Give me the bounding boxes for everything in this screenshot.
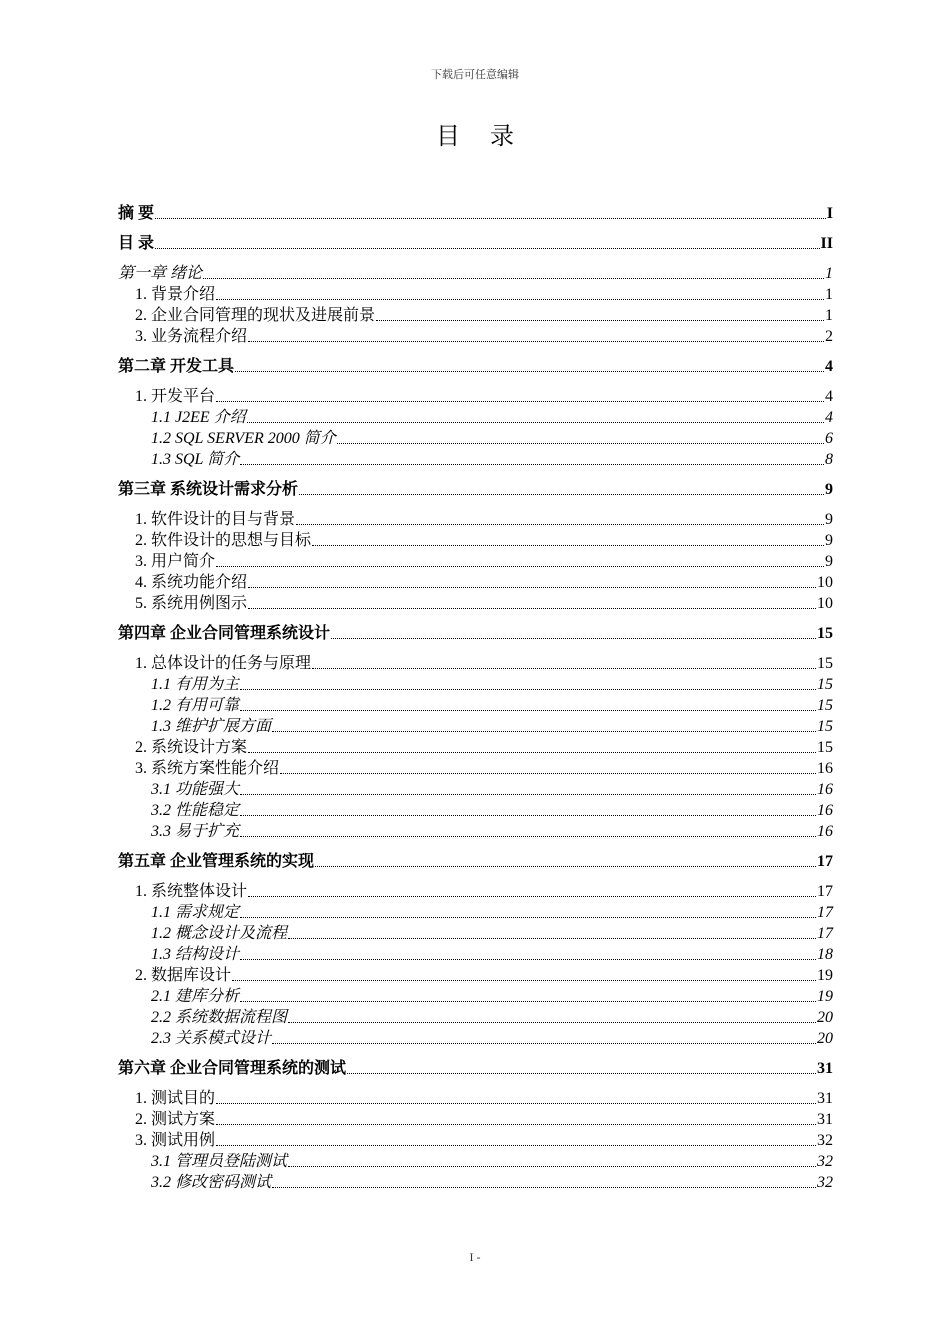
- toc-entry-page: 16: [817, 802, 833, 819]
- toc-dot-leader: [312, 668, 816, 669]
- toc-entry-page: 19: [817, 967, 833, 984]
- toc-subsection-entry[interactable]: [118, 449, 833, 470]
- toc-dot-leader: [288, 1166, 816, 1167]
- toc-entry-label: 2.3 关系模式设计: [151, 1030, 272, 1047]
- toc-subsection-entry[interactable]: [118, 1028, 833, 1049]
- toc-section-entry[interactable]: [118, 593, 833, 614]
- toc-dot-leader: [248, 341, 824, 342]
- toc-entry-label: 1. 总体设计的任务与原理: [135, 655, 312, 672]
- toc-entry-page: I: [826, 205, 833, 222]
- toc-entry-label: 2. 软件设计的思想与目标: [135, 532, 312, 549]
- toc-entry-page: 20: [817, 1030, 833, 1047]
- toc-entry-label: 1.1 J2EE 介绍: [151, 409, 246, 426]
- toc-dot-leader: [216, 1103, 816, 1104]
- toc-entry-label: 2. 数据库设计: [135, 967, 232, 984]
- toc-dot-leader: [155, 218, 826, 219]
- toc-entry-page: 15: [817, 718, 833, 735]
- toc-entry-page: 4: [825, 388, 833, 405]
- toc-dot-leader: [312, 545, 824, 546]
- toc-entry-page: 4: [825, 358, 833, 375]
- toc-section-entry[interactable]: [118, 881, 833, 902]
- toc-entry-page: 31: [817, 1090, 833, 1107]
- page-header: 下载后可任意编辑: [431, 69, 519, 81]
- toc-entry-label: 2. 测试方案: [135, 1111, 216, 1128]
- toc-section-entry[interactable]: [118, 305, 833, 326]
- toc-entry-label: 1.1 有用为主: [151, 676, 240, 693]
- toc-section-entry[interactable]: [118, 965, 833, 986]
- toc-section-entry[interactable]: [118, 572, 833, 593]
- toc-dot-leader: [248, 608, 816, 609]
- toc-chapter-entry[interactable]: [118, 479, 833, 500]
- toc-chapter-entry[interactable]: [118, 203, 833, 224]
- toc-entry-label: 1.3 维护扩展方面: [151, 718, 272, 735]
- toc-section-entry[interactable]: [118, 653, 833, 674]
- toc-entry-page: 20: [817, 1009, 833, 1026]
- toc-dot-leader: [216, 566, 824, 567]
- toc-dot-leader: [272, 1187, 816, 1188]
- toc-subsection-entry[interactable]: [118, 674, 833, 695]
- toc-entry-page: 9: [825, 532, 833, 549]
- toc-dot-leader: [240, 794, 816, 795]
- page-title: 目录: [436, 124, 544, 150]
- toc-dot-leader: [240, 689, 816, 690]
- toc-entry-page: 17: [817, 853, 833, 870]
- toc-section-entry[interactable]: [118, 551, 833, 572]
- toc-entry-label: 3. 业务流程介绍: [135, 328, 248, 345]
- toc-section-entry[interactable]: [118, 737, 833, 758]
- toc-chapter-entry[interactable]: [118, 851, 833, 872]
- toc-chapter-entry[interactable]: [118, 263, 833, 284]
- toc-entry-page: 16: [817, 823, 833, 840]
- toc-dot-leader: [216, 1124, 816, 1125]
- toc-subsection-entry[interactable]: [118, 902, 833, 923]
- toc-subsection-entry[interactable]: [118, 944, 833, 965]
- toc-entry-page: 15: [817, 697, 833, 714]
- toc-entry-label: 2.1 建库分析: [151, 988, 240, 1005]
- toc-entry-label: 第三章 系统设计需求分析: [118, 481, 299, 498]
- toc-entry-page: 15: [817, 739, 833, 756]
- toc-entry-label: 第六章 企业合同管理系统的测试: [118, 1060, 347, 1077]
- toc-chapter-entry[interactable]: [118, 356, 833, 377]
- toc-entry-label: 2. 企业合同管理的现状及进展前景: [135, 307, 376, 324]
- toc-entry-label: 第四章 企业合同管理系统设计: [118, 625, 331, 642]
- toc-subsection-entry[interactable]: [118, 923, 833, 944]
- toc-entry-label: 1.2 SQL SERVER 2000 简介: [151, 430, 336, 447]
- toc-entry-label: 3. 系统方案性能介绍: [135, 760, 280, 777]
- toc-dot-leader: [280, 773, 816, 774]
- toc-entry-page: 32: [817, 1153, 833, 1170]
- toc-entry-page: 6: [825, 430, 833, 447]
- toc-entry-label: 1.2 有用可靠: [151, 697, 240, 714]
- toc-chapter-entry[interactable]: [118, 233, 833, 254]
- toc-dot-leader: [240, 959, 816, 960]
- toc-dot-leader: [376, 320, 824, 321]
- toc-entry-label: 3. 测试用例: [135, 1132, 216, 1149]
- toc-subsection-entry[interactable]: [118, 779, 833, 800]
- toc-subsection-entry[interactable]: [118, 986, 833, 1007]
- toc-dot-leader: [299, 494, 824, 495]
- toc-dot-leader: [235, 371, 824, 372]
- toc-entry-label: 4. 系统功能介绍: [135, 574, 248, 591]
- toc-dot-leader: [240, 836, 816, 837]
- toc-subsection-entry[interactable]: [118, 428, 833, 449]
- toc-subsection-entry[interactable]: [118, 716, 833, 737]
- toc-entry-label: 3.1 功能强大: [151, 781, 240, 798]
- toc-entry-page: 1: [825, 286, 833, 303]
- toc-dot-leader: [248, 587, 816, 588]
- toc-entry-page: 10: [817, 595, 833, 612]
- toc-dot-leader: [216, 299, 824, 300]
- toc-dot-leader: [315, 866, 816, 867]
- toc-entry-page: 15: [817, 676, 833, 693]
- toc-chapter-entry[interactable]: [118, 1058, 833, 1079]
- toc-entry-page: 8: [825, 451, 833, 468]
- toc-entry-page: 31: [817, 1111, 833, 1128]
- toc-dot-leader: [272, 1043, 816, 1044]
- toc-entry-page: 15: [817, 625, 833, 642]
- toc-entry-label: 3.2 性能稳定: [151, 802, 240, 819]
- toc-section-entry[interactable]: [118, 509, 833, 530]
- toc-subsection-entry[interactable]: [118, 800, 833, 821]
- toc-entry-page: 16: [817, 781, 833, 798]
- toc-subsection-entry[interactable]: [118, 695, 833, 716]
- toc-entry-page: 17: [817, 925, 833, 942]
- toc-entry-page: 9: [825, 553, 833, 570]
- toc-entry-page: 9: [825, 481, 833, 498]
- toc-dot-leader: [240, 1001, 816, 1002]
- toc-entry-label: 1. 软件设计的目与背景: [135, 511, 296, 528]
- toc-section-entry[interactable]: [118, 284, 833, 305]
- toc-subsection-entry[interactable]: [118, 821, 833, 842]
- toc-entry-label: 1.2 概念设计及流程: [151, 925, 288, 942]
- toc-entry-label: 1. 背景介绍: [135, 286, 216, 303]
- toc-dot-leader: [331, 638, 816, 639]
- toc-entry-label: 1.1 需求规定: [151, 904, 240, 921]
- toc-entry-label: 3.1 管理员登陆测试: [151, 1153, 288, 1170]
- toc-entry-page: 31: [817, 1060, 833, 1077]
- toc-subsection-entry[interactable]: [118, 407, 833, 428]
- toc-subsection-entry[interactable]: [118, 1151, 833, 1172]
- toc-entry-label: 2.2 系统数据流程图: [151, 1009, 288, 1026]
- toc-section-entry[interactable]: [118, 326, 833, 347]
- toc-entry-page: 1: [825, 265, 833, 282]
- toc-section-entry[interactable]: [118, 1130, 833, 1151]
- toc-dot-leader: [216, 1145, 816, 1146]
- toc-entry-label: 3.2 修改密码测试: [151, 1174, 272, 1191]
- toc-dot-leader: [240, 710, 816, 711]
- toc-entry-page: 2: [825, 328, 833, 345]
- toc-entry-label: 2. 系统设计方案: [135, 739, 248, 756]
- toc-section-entry[interactable]: [118, 530, 833, 551]
- toc-dot-leader: [240, 464, 824, 465]
- toc-section-entry[interactable]: [118, 1088, 833, 1109]
- toc-entry-label: 5. 系统用例图示: [135, 595, 248, 612]
- table-of-contents: [118, 203, 833, 1193]
- toc-dot-leader: [248, 752, 816, 753]
- toc-entry-page: 9: [825, 511, 833, 528]
- page-number: I -: [469, 1250, 481, 1264]
- toc-entry-page: 4: [825, 409, 833, 426]
- toc-entry-label: 第一章 绪论: [118, 265, 203, 282]
- toc-dot-leader: [203, 278, 824, 279]
- toc-entry-page: 32: [817, 1174, 833, 1191]
- toc-entry-label: 第五章 企业管理系统的实现: [118, 853, 315, 870]
- toc-dot-leader: [232, 980, 816, 981]
- toc-entry-label: 1.3 结构设计: [151, 946, 240, 963]
- toc-entry-page: 17: [817, 904, 833, 921]
- toc-subsection-entry[interactable]: [118, 1007, 833, 1028]
- toc-entry-label: 1. 测试目的: [135, 1090, 216, 1107]
- toc-dot-leader: [337, 443, 824, 444]
- toc-entry-page: 18: [817, 946, 833, 963]
- toc-entry-page: 32: [817, 1132, 833, 1149]
- toc-dot-leader: [347, 1073, 816, 1074]
- toc-entry-label: 目 录: [118, 235, 155, 252]
- toc-dot-leader: [240, 815, 816, 816]
- toc-dot-leader: [240, 917, 816, 918]
- toc-dot-leader: [247, 422, 824, 423]
- toc-dot-leader: [155, 248, 820, 249]
- toc-entry-label: 1. 系统整体设计: [135, 883, 248, 900]
- toc-dot-leader: [248, 896, 816, 897]
- toc-entry-label: 1. 开发平台: [135, 388, 216, 405]
- toc-section-entry[interactable]: [118, 758, 833, 779]
- toc-entry-page: 19: [817, 988, 833, 1005]
- toc-entry-label: 3. 用户简介: [135, 553, 216, 570]
- toc-entry-label: 摘 要: [118, 205, 155, 222]
- toc-entry-page: 1: [825, 307, 833, 324]
- toc-entry-page: 15: [817, 655, 833, 672]
- toc-section-entry[interactable]: [118, 386, 833, 407]
- toc-chapter-entry[interactable]: [118, 623, 833, 644]
- toc-dot-leader: [296, 524, 824, 525]
- toc-entry-page: 10: [817, 574, 833, 591]
- toc-entry-label: 第二章 开发工具: [118, 358, 235, 375]
- toc-dot-leader: [272, 731, 816, 732]
- toc-entry-page: II: [820, 235, 833, 252]
- toc-section-entry[interactable]: [118, 1109, 833, 1130]
- toc-dot-leader: [216, 401, 824, 402]
- toc-dot-leader: [288, 1022, 816, 1023]
- toc-entry-label: 3.3 易于扩充: [151, 823, 240, 840]
- toc-entry-label: 1.3 SQL 简介: [151, 451, 240, 468]
- toc-entry-page: 17: [817, 883, 833, 900]
- toc-subsection-entry[interactable]: [118, 1172, 833, 1193]
- toc-entry-page: 16: [817, 760, 833, 777]
- toc-dot-leader: [288, 938, 816, 939]
